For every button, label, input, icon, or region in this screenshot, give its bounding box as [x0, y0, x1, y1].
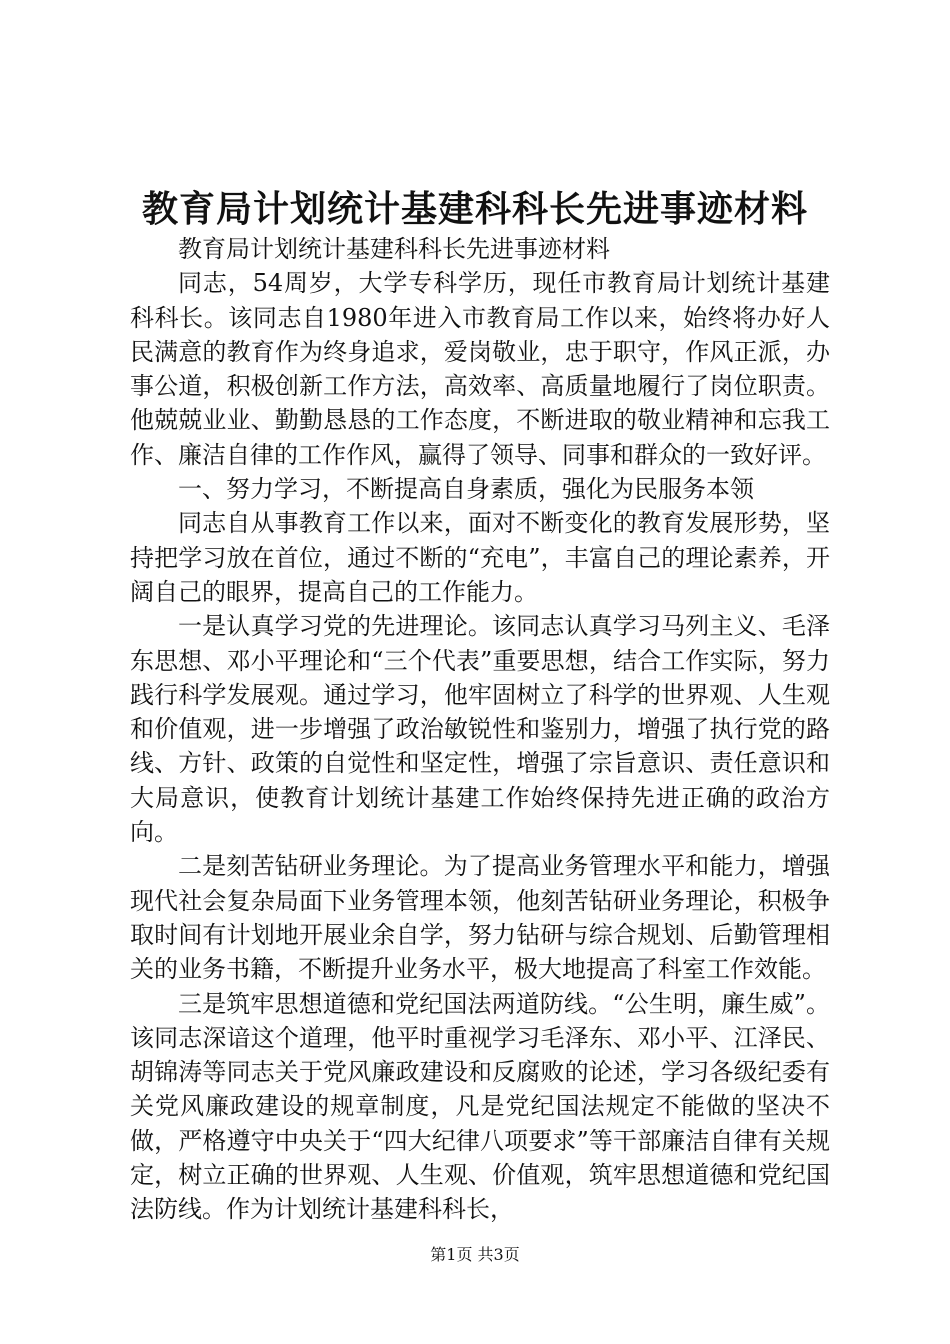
paragraph-intro: 同志，54周岁，大学专科学历，现任市教育局计划统计基建科科长。该同志自1980年进入市教育局工作以来，始终将办好人民满意的教育作为终身追求，爱岗敬业，忠于职守，作风正派，办事公道，积极创新工作方法，高效率、高质量地履行了岗位职责。他兢兢业业、勤勤恳恳的工作态度，不断进取的敬业精神和忘我工作、廉洁自律的工作作风，赢得了领导、同事和群众的一致好评。: [130, 269, 830, 469]
page-number: 第1页 共3页: [430, 1245, 520, 1264]
paragraph-point-3: 三是筑牢思想道德和党纪国法两道防线。“公生明，廉生威”。该同志深谙这个道理，他平时重视学习毛泽东、邓小平、江泽民、胡锦涛等同志关于党风廉政建设和反腐败的论述，学习各级纪委有关党风廉政建设的规章制度，凡是党纪国法规定不能做的坚决不做，严格遵守中央关于“四大纪律八项要求”等干部廉洁自律有关规定，树立正确的世界观、人生观、价值观，筑牢思想道德和党纪国法防线。作为计划统计基建科科长，: [130, 989, 830, 1224]
paragraph-point-2: 二是刻苦钻研业务理论。为了提高业务管理水平和能力，增强现代社会复杂局面下业务管理本领，他刻苦钻研业务理论，积极争取时间有计划地开展业余自学，努力钻研与综合规划、后勤管理相关的业务书籍，不断提升业务水平，极大地提高了科室工作效能。: [130, 852, 830, 984]
document-title: 教育局计划统计基建科科长先进事迹材料: [141, 188, 808, 230]
paragraph-study-overview: 同志自从事教育工作以来，面对不断变化的教育发展形势，坚持把学习放在首位，通过不断的“充电”，丰富自己的理论素养，开阔自己的眼界，提高自己的工作能力。: [130, 509, 830, 606]
paragraph-subtitle: 教育局计划统计基建科科长先进事迹材料: [178, 235, 610, 263]
document-body: [130, 232, 830, 1227]
section-heading-1: 一、努力学习，不断提高自身素质，强化为民服务本领: [178, 475, 754, 504]
paragraph-point-1: 一是认真学习党的先进理论。该同志认真学习马列主义、毛泽东思想、邓小平理论和“三个代表”重要思想，结合工作实际，努力践行科学发展观。通过学习，他牢固树立了科学的世界观、人生观和价值观，进一步增强了政治敏锐性和鉴别力，增强了执行党的路线、方针、政策的自觉性和坚定性，增强了宗旨意识、责任意识和大局意识，使教育计划统计基建工作始终保持先进正确的政治方向。: [130, 612, 830, 847]
